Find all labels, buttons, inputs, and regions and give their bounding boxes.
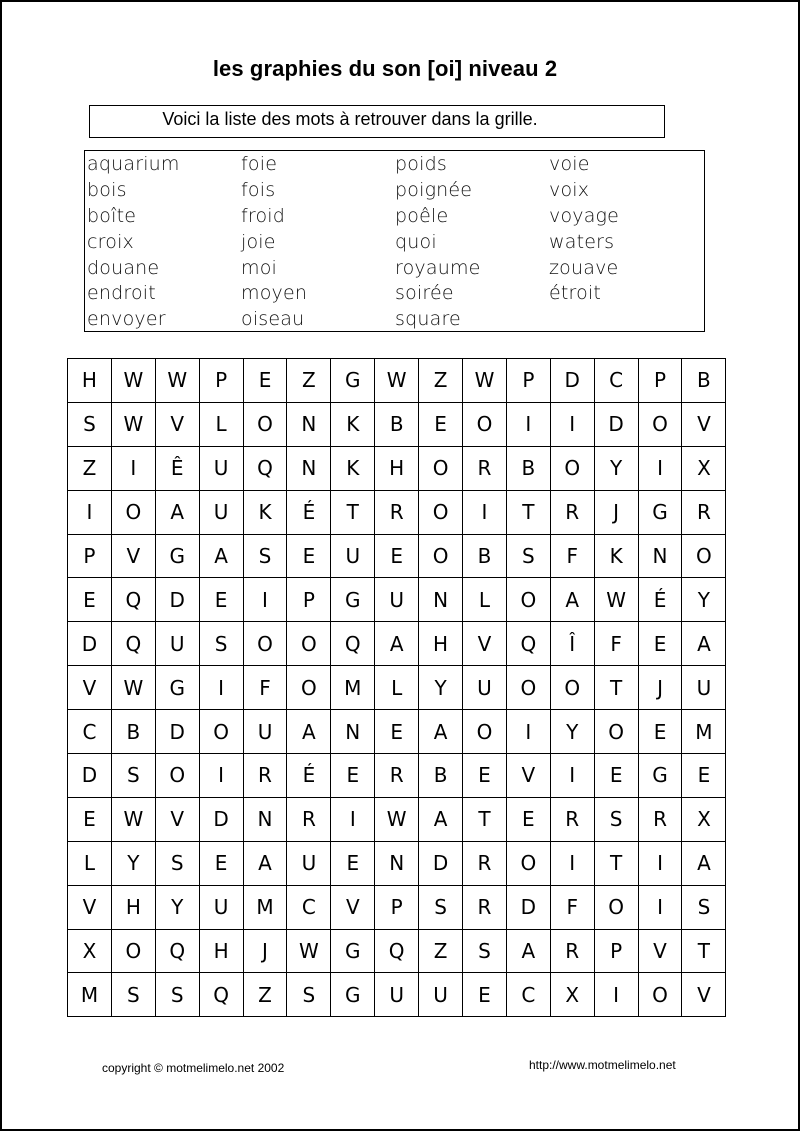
grid-cell[interactable]: M (243, 885, 287, 929)
word-list-item: froid (241, 204, 286, 227)
grid-row (68, 446, 726, 490)
grid-cell[interactable]: V (111, 534, 155, 578)
grid-cell[interactable]: M (682, 710, 726, 754)
word-list-item: poignée (395, 178, 473, 201)
word-list-item: quoi (395, 230, 437, 253)
grid-cell[interactable]: B (682, 359, 726, 403)
grid-cell[interactable]: O (243, 622, 287, 666)
grid-cell[interactable]: A (682, 841, 726, 885)
word-list-item: bois (87, 178, 127, 201)
grid-cell[interactable]: O (594, 885, 638, 929)
grid-cell[interactable]: A (243, 841, 287, 885)
grid-cell[interactable]: Y (419, 666, 463, 710)
grid-cell[interactable]: A (419, 797, 463, 841)
grid-cell[interactable]: E (375, 534, 419, 578)
grid-cell[interactable]: P (287, 578, 331, 622)
grid-cell[interactable]: R (463, 885, 507, 929)
grid-cell[interactable]: D (155, 710, 199, 754)
grid-cell[interactable]: E (419, 402, 463, 446)
grid-cell[interactable]: T (463, 797, 507, 841)
grid-cell[interactable]: W (375, 797, 419, 841)
grid-cell[interactable]: Q (243, 446, 287, 490)
grid-cell[interactable]: Q (111, 622, 155, 666)
page-title: les graphies du son [oi] niveau 2 (212, 56, 558, 81)
grid-cell[interactable]: O (111, 929, 155, 973)
grid-cell[interactable]: E (506, 797, 550, 841)
word-list-item: voyage (549, 204, 620, 227)
grid-cell[interactable]: R (375, 754, 419, 798)
grid-cell[interactable]: U (375, 973, 419, 1017)
grid-cell[interactable]: O (155, 754, 199, 798)
grid-cell[interactable]: N (375, 841, 419, 885)
word-list-item: joie (241, 230, 276, 253)
grid-cell[interactable]: Q (155, 929, 199, 973)
grid-cell[interactable]: J (638, 666, 682, 710)
grid-cell[interactable]: E (638, 710, 682, 754)
grid-cell[interactable]: Y (594, 446, 638, 490)
word-list-item: waters (549, 230, 615, 253)
grid-cell[interactable]: S (155, 973, 199, 1017)
instruction-text: Voici la liste des mots à retrouver dans la grille. (162, 109, 538, 129)
grid-cell[interactable]: S (682, 885, 726, 929)
grid-cell[interactable]: D (594, 402, 638, 446)
grid-cell[interactable]: I (111, 446, 155, 490)
grid-cell[interactable]: Q (506, 622, 550, 666)
grid-row (68, 622, 726, 666)
grid-cell[interactable]: T (594, 841, 638, 885)
grid-cell[interactable]: E (199, 841, 243, 885)
grid-cell[interactable]: F (594, 622, 638, 666)
grid-cell[interactable]: O (506, 666, 550, 710)
grid-cell[interactable]: O (463, 402, 507, 446)
grid-row (68, 754, 726, 798)
grid-cell[interactable]: V (682, 402, 726, 446)
grid-cell[interactable]: M (331, 666, 375, 710)
grid-cell[interactable]: Q (111, 578, 155, 622)
grid-cell[interactable]: I (638, 885, 682, 929)
word-list-item: oiseau (241, 308, 305, 331)
grid-cell[interactable]: S (111, 973, 155, 1017)
grid-cell[interactable]: R (638, 797, 682, 841)
grid-cell[interactable]: S (506, 534, 550, 578)
grid-cell[interactable]: R (550, 797, 594, 841)
grid-cell[interactable]: O (463, 710, 507, 754)
word-list-item: royaume (395, 256, 481, 279)
grid-cell[interactable]: H (419, 622, 463, 666)
grid-cell[interactable]: X (682, 797, 726, 841)
grid-cell[interactable]: B (506, 446, 550, 490)
grid-cell[interactable]: W (111, 797, 155, 841)
grid-cell[interactable]: V (682, 973, 726, 1017)
grid-cell[interactable]: S (243, 534, 287, 578)
grid-cell[interactable]: R (463, 841, 507, 885)
grid-cell[interactable]: I (638, 446, 682, 490)
grid-cell[interactable]: I (199, 666, 243, 710)
grid-cell[interactable]: X (550, 973, 594, 1017)
grid-cell[interactable]: S (68, 402, 112, 446)
grid-cell[interactable]: R (243, 754, 287, 798)
grid-cell[interactable]: Q (331, 622, 375, 666)
grid-cell[interactable]: Î (550, 622, 594, 666)
grid-cell[interactable]: W (287, 929, 331, 973)
grid-cell[interactable]: E (331, 841, 375, 885)
grid-cell[interactable]: H (111, 885, 155, 929)
grid-cell[interactable]: O (111, 490, 155, 534)
word-list-box (84, 150, 705, 332)
grid-cell[interactable]: L (68, 841, 112, 885)
grid-cell[interactable]: U (463, 666, 507, 710)
grid-cell[interactable]: O (638, 973, 682, 1017)
grid-cell[interactable]: D (506, 885, 550, 929)
grid-cell[interactable]: M (68, 973, 112, 1017)
grid-cell[interactable]: V (331, 885, 375, 929)
grid-row (68, 841, 726, 885)
grid-cell[interactable]: R (463, 446, 507, 490)
grid-cell[interactable]: Q (199, 973, 243, 1017)
word-list-item: croix (87, 230, 134, 253)
word-column (549, 152, 619, 307)
grid-cell[interactable]: S (594, 797, 638, 841)
grid-cell[interactable]: E (594, 754, 638, 798)
grid-cell[interactable]: E (331, 754, 375, 798)
grid-row (68, 929, 726, 973)
grid-cell[interactable]: H (375, 446, 419, 490)
grid-cell[interactable]: A (375, 622, 419, 666)
grid-cell[interactable]: N (638, 534, 682, 578)
grid-cell[interactable]: V (155, 402, 199, 446)
grid-cell[interactable]: S (287, 973, 331, 1017)
grid-cell[interactable]: É (638, 578, 682, 622)
grid-cell[interactable]: D (550, 359, 594, 403)
grid-cell[interactable]: R (287, 797, 331, 841)
grid-cell[interactable]: I (550, 841, 594, 885)
grid-cell[interactable]: G (331, 973, 375, 1017)
grid-cell[interactable]: V (463, 622, 507, 666)
grid-cell[interactable]: W (463, 359, 507, 403)
grid-cell[interactable]: K (331, 446, 375, 490)
grid-cell[interactable]: A (155, 490, 199, 534)
grid-cell[interactable]: S (199, 622, 243, 666)
grid-cell[interactable]: R (550, 490, 594, 534)
word-list-item: square (395, 308, 461, 331)
grid-cell[interactable]: H (199, 929, 243, 973)
grid-cell[interactable]: O (419, 490, 463, 534)
word-list-item: étroit (549, 282, 602, 305)
grid-cell[interactable]: I (550, 402, 594, 446)
grid-cell[interactable]: L (463, 578, 507, 622)
grid-cell[interactable]: Y (682, 578, 726, 622)
grid-cell[interactable]: E (463, 754, 507, 798)
grid-cell[interactable]: E (638, 622, 682, 666)
grid-row (68, 578, 726, 622)
grid-cell[interactable]: D (68, 754, 112, 798)
grid-cell[interactable]: O (419, 534, 463, 578)
grid-cell[interactable]: F (550, 885, 594, 929)
grid-cell[interactable]: O (550, 446, 594, 490)
grid-cell[interactable]: G (155, 534, 199, 578)
word-list-item: foie (241, 153, 278, 175)
word-list-item: aquarium (87, 153, 180, 175)
grid-cell[interactable]: O (243, 402, 287, 446)
grid-cell[interactable]: J (243, 929, 287, 973)
grid-cell[interactable]: U (682, 666, 726, 710)
grid-cell[interactable]: G (331, 929, 375, 973)
grid-cell[interactable]: R (375, 490, 419, 534)
grid-cell[interactable]: I (550, 754, 594, 798)
grid-cell[interactable]: N (287, 402, 331, 446)
word-list-item: endroit (87, 282, 156, 305)
grid-cell[interactable]: Y (155, 885, 199, 929)
grid-cell[interactable]: N (243, 797, 287, 841)
grid-cell[interactable]: Ê (155, 446, 199, 490)
word-list-item: zouave (549, 256, 619, 279)
grid-cell[interactable]: C (68, 710, 112, 754)
grid-cell[interactable]: V (506, 754, 550, 798)
grid-row (68, 666, 726, 710)
grid-cell[interactable]: C (594, 359, 638, 403)
grid-cell[interactable]: B (375, 402, 419, 446)
grid-cell[interactable]: I (68, 490, 112, 534)
grid-cell[interactable]: U (331, 534, 375, 578)
grid-cell[interactable]: O (682, 534, 726, 578)
grid-cell[interactable]: P (594, 929, 638, 973)
grid-cell[interactable]: O (506, 841, 550, 885)
grid-cell[interactable]: A (419, 710, 463, 754)
grid-cell[interactable]: K (594, 534, 638, 578)
grid-cell[interactable]: D (155, 578, 199, 622)
grid-cell[interactable]: U (199, 446, 243, 490)
grid-cell[interactable]: D (419, 841, 463, 885)
grid-cell[interactable]: O (550, 666, 594, 710)
grid-cell[interactable]: E (68, 797, 112, 841)
grid-row (68, 402, 726, 446)
grid-cell[interactable]: W (111, 402, 155, 446)
grid-row (68, 710, 726, 754)
word-list-item: soirée (395, 282, 454, 305)
grid-cell[interactable]: O (199, 710, 243, 754)
grid-row (68, 359, 726, 403)
grid-cell[interactable]: S (419, 885, 463, 929)
grid-cell[interactable]: Z (243, 973, 287, 1017)
grid-cell[interactable]: P (638, 359, 682, 403)
grid-cell[interactable]: W (594, 578, 638, 622)
word-list-item: moyen (241, 282, 308, 305)
grid-cell[interactable]: V (68, 666, 112, 710)
grid-cell[interactable]: A (682, 622, 726, 666)
grid-cell[interactable]: I (463, 490, 507, 534)
grid-cell[interactable]: P (68, 534, 112, 578)
grid-cell[interactable]: G (638, 754, 682, 798)
grid-cell[interactable]: I (199, 754, 243, 798)
grid-cell[interactable]: T (331, 490, 375, 534)
grid-cell[interactable]: S (463, 929, 507, 973)
grid-cell[interactable]: X (682, 446, 726, 490)
grid-row (68, 973, 726, 1017)
grid-cell[interactable]: O (594, 710, 638, 754)
grid-cell[interactable]: P (199, 359, 243, 403)
grid-cell[interactable]: D (199, 797, 243, 841)
grid-cell[interactable]: E (287, 534, 331, 578)
grid-cell[interactable]: V (638, 929, 682, 973)
grid-cell[interactable]: D (68, 622, 112, 666)
grid-cell[interactable]: U (287, 841, 331, 885)
grid-cell[interactable]: T (682, 929, 726, 973)
grid-cell[interactable]: E (463, 973, 507, 1017)
grid-cell[interactable]: K (243, 490, 287, 534)
grid-cell[interactable]: N (331, 710, 375, 754)
grid-cell[interactable]: A (506, 929, 550, 973)
grid-cell[interactable]: L (375, 666, 419, 710)
grid-cell[interactable]: Z (68, 446, 112, 490)
grid-cell[interactable]: I (506, 710, 550, 754)
grid-cell[interactable]: V (155, 797, 199, 841)
grid-cell[interactable]: E (68, 578, 112, 622)
instruction-box (89, 105, 665, 138)
grid-cell[interactable]: G (331, 359, 375, 403)
grid-cell[interactable]: I (638, 841, 682, 885)
grid-cell[interactable]: H (68, 359, 112, 403)
grid-cell[interactable]: G (155, 666, 199, 710)
grid-cell[interactable]: A (199, 534, 243, 578)
grid-cell[interactable]: B (419, 754, 463, 798)
grid-cell[interactable]: S (155, 841, 199, 885)
word-list-item: boîte (87, 204, 137, 227)
grid-cell[interactable]: V (68, 885, 112, 929)
grid-cell[interactable]: S (111, 754, 155, 798)
grid-cell[interactable]: U (419, 973, 463, 1017)
grid-row (68, 490, 726, 534)
grid-cell[interactable]: I (594, 973, 638, 1017)
grid-cell[interactable]: I (331, 797, 375, 841)
grid-cell[interactable]: W (111, 666, 155, 710)
grid-cell[interactable]: X (68, 929, 112, 973)
grid-cell[interactable]: O (287, 666, 331, 710)
word-column (395, 152, 481, 333)
grid-cell[interactable]: E (199, 578, 243, 622)
grid-cell[interactable]: G (638, 490, 682, 534)
grid-cell[interactable]: N (287, 446, 331, 490)
grid-cell[interactable]: F (243, 666, 287, 710)
grid-cell[interactable]: Z (419, 359, 463, 403)
grid-cell[interactable]: J (594, 490, 638, 534)
grid-cell[interactable]: E (375, 710, 419, 754)
grid-cell[interactable]: U (155, 622, 199, 666)
website-link[interactable]: http://www.motmelimelo.net (529, 1058, 676, 1072)
grid-cell[interactable]: R (550, 929, 594, 973)
grid-cell[interactable]: T (506, 490, 550, 534)
grid-cell[interactable]: Z (419, 929, 463, 973)
grid-cell[interactable]: P (375, 885, 419, 929)
word-column (87, 152, 180, 333)
grid-cell[interactable]: K (331, 402, 375, 446)
grid-cell[interactable]: U (375, 578, 419, 622)
grid-cell[interactable]: F (550, 534, 594, 578)
grid-cell[interactable]: W (111, 359, 155, 403)
word-list-item: envoyer (87, 308, 166, 331)
grid-cell[interactable]: É (287, 490, 331, 534)
grid-cell[interactable]: O (287, 622, 331, 666)
grid-cell[interactable]: B (463, 534, 507, 578)
word-list-item: douane (87, 256, 160, 279)
grid-cell[interactable]: Z (287, 359, 331, 403)
word-list-item: voix (549, 178, 590, 201)
grid-row (68, 534, 726, 578)
grid-cell[interactable]: U (243, 710, 287, 754)
grid-cell[interactable]: O (638, 402, 682, 446)
grid-cell[interactable]: W (155, 359, 199, 403)
grid-cell[interactable]: N (419, 578, 463, 622)
grid-cell[interactable]: B (111, 710, 155, 754)
grid-cell[interactable]: I (243, 578, 287, 622)
grid-row (68, 797, 726, 841)
word-list-item: voie (549, 153, 590, 175)
grid-cell[interactable]: Y (111, 841, 155, 885)
grid-cell[interactable]: E (243, 359, 287, 403)
word-list-item: moi (241, 256, 278, 279)
copyright-text: copyright © motmelimelo.net 2002 (102, 1061, 285, 1075)
grid-row (68, 885, 726, 929)
grid-cell[interactable]: A (287, 710, 331, 754)
grid-cell[interactable]: U (199, 885, 243, 929)
grid-cell[interactable]: L (199, 402, 243, 446)
grid-cell[interactable]: E (682, 754, 726, 798)
word-search-grid (67, 358, 726, 1017)
grid-cell[interactable]: G (331, 578, 375, 622)
grid-cell[interactable]: T (594, 666, 638, 710)
word-list-item: poêle (395, 204, 449, 227)
grid-cell[interactable]: O (506, 578, 550, 622)
grid-cell[interactable]: Y (550, 710, 594, 754)
grid-cell[interactable]: I (506, 402, 550, 446)
grid-cell[interactable]: Q (375, 929, 419, 973)
grid-cell[interactable]: U (199, 490, 243, 534)
grid-cell[interactable]: É (287, 754, 331, 798)
word-list-item: fois (241, 178, 276, 201)
grid-cell[interactable]: W (375, 359, 419, 403)
grid-cell[interactable]: R (682, 490, 726, 534)
grid-cell[interactable]: C (287, 885, 331, 929)
word-column (241, 152, 307, 333)
word-list-item: poids (395, 153, 447, 175)
grid-cell[interactable]: P (506, 359, 550, 403)
grid-cell[interactable]: O (419, 446, 463, 490)
grid-cell[interactable]: C (506, 973, 550, 1017)
grid-cell[interactable]: A (550, 578, 594, 622)
